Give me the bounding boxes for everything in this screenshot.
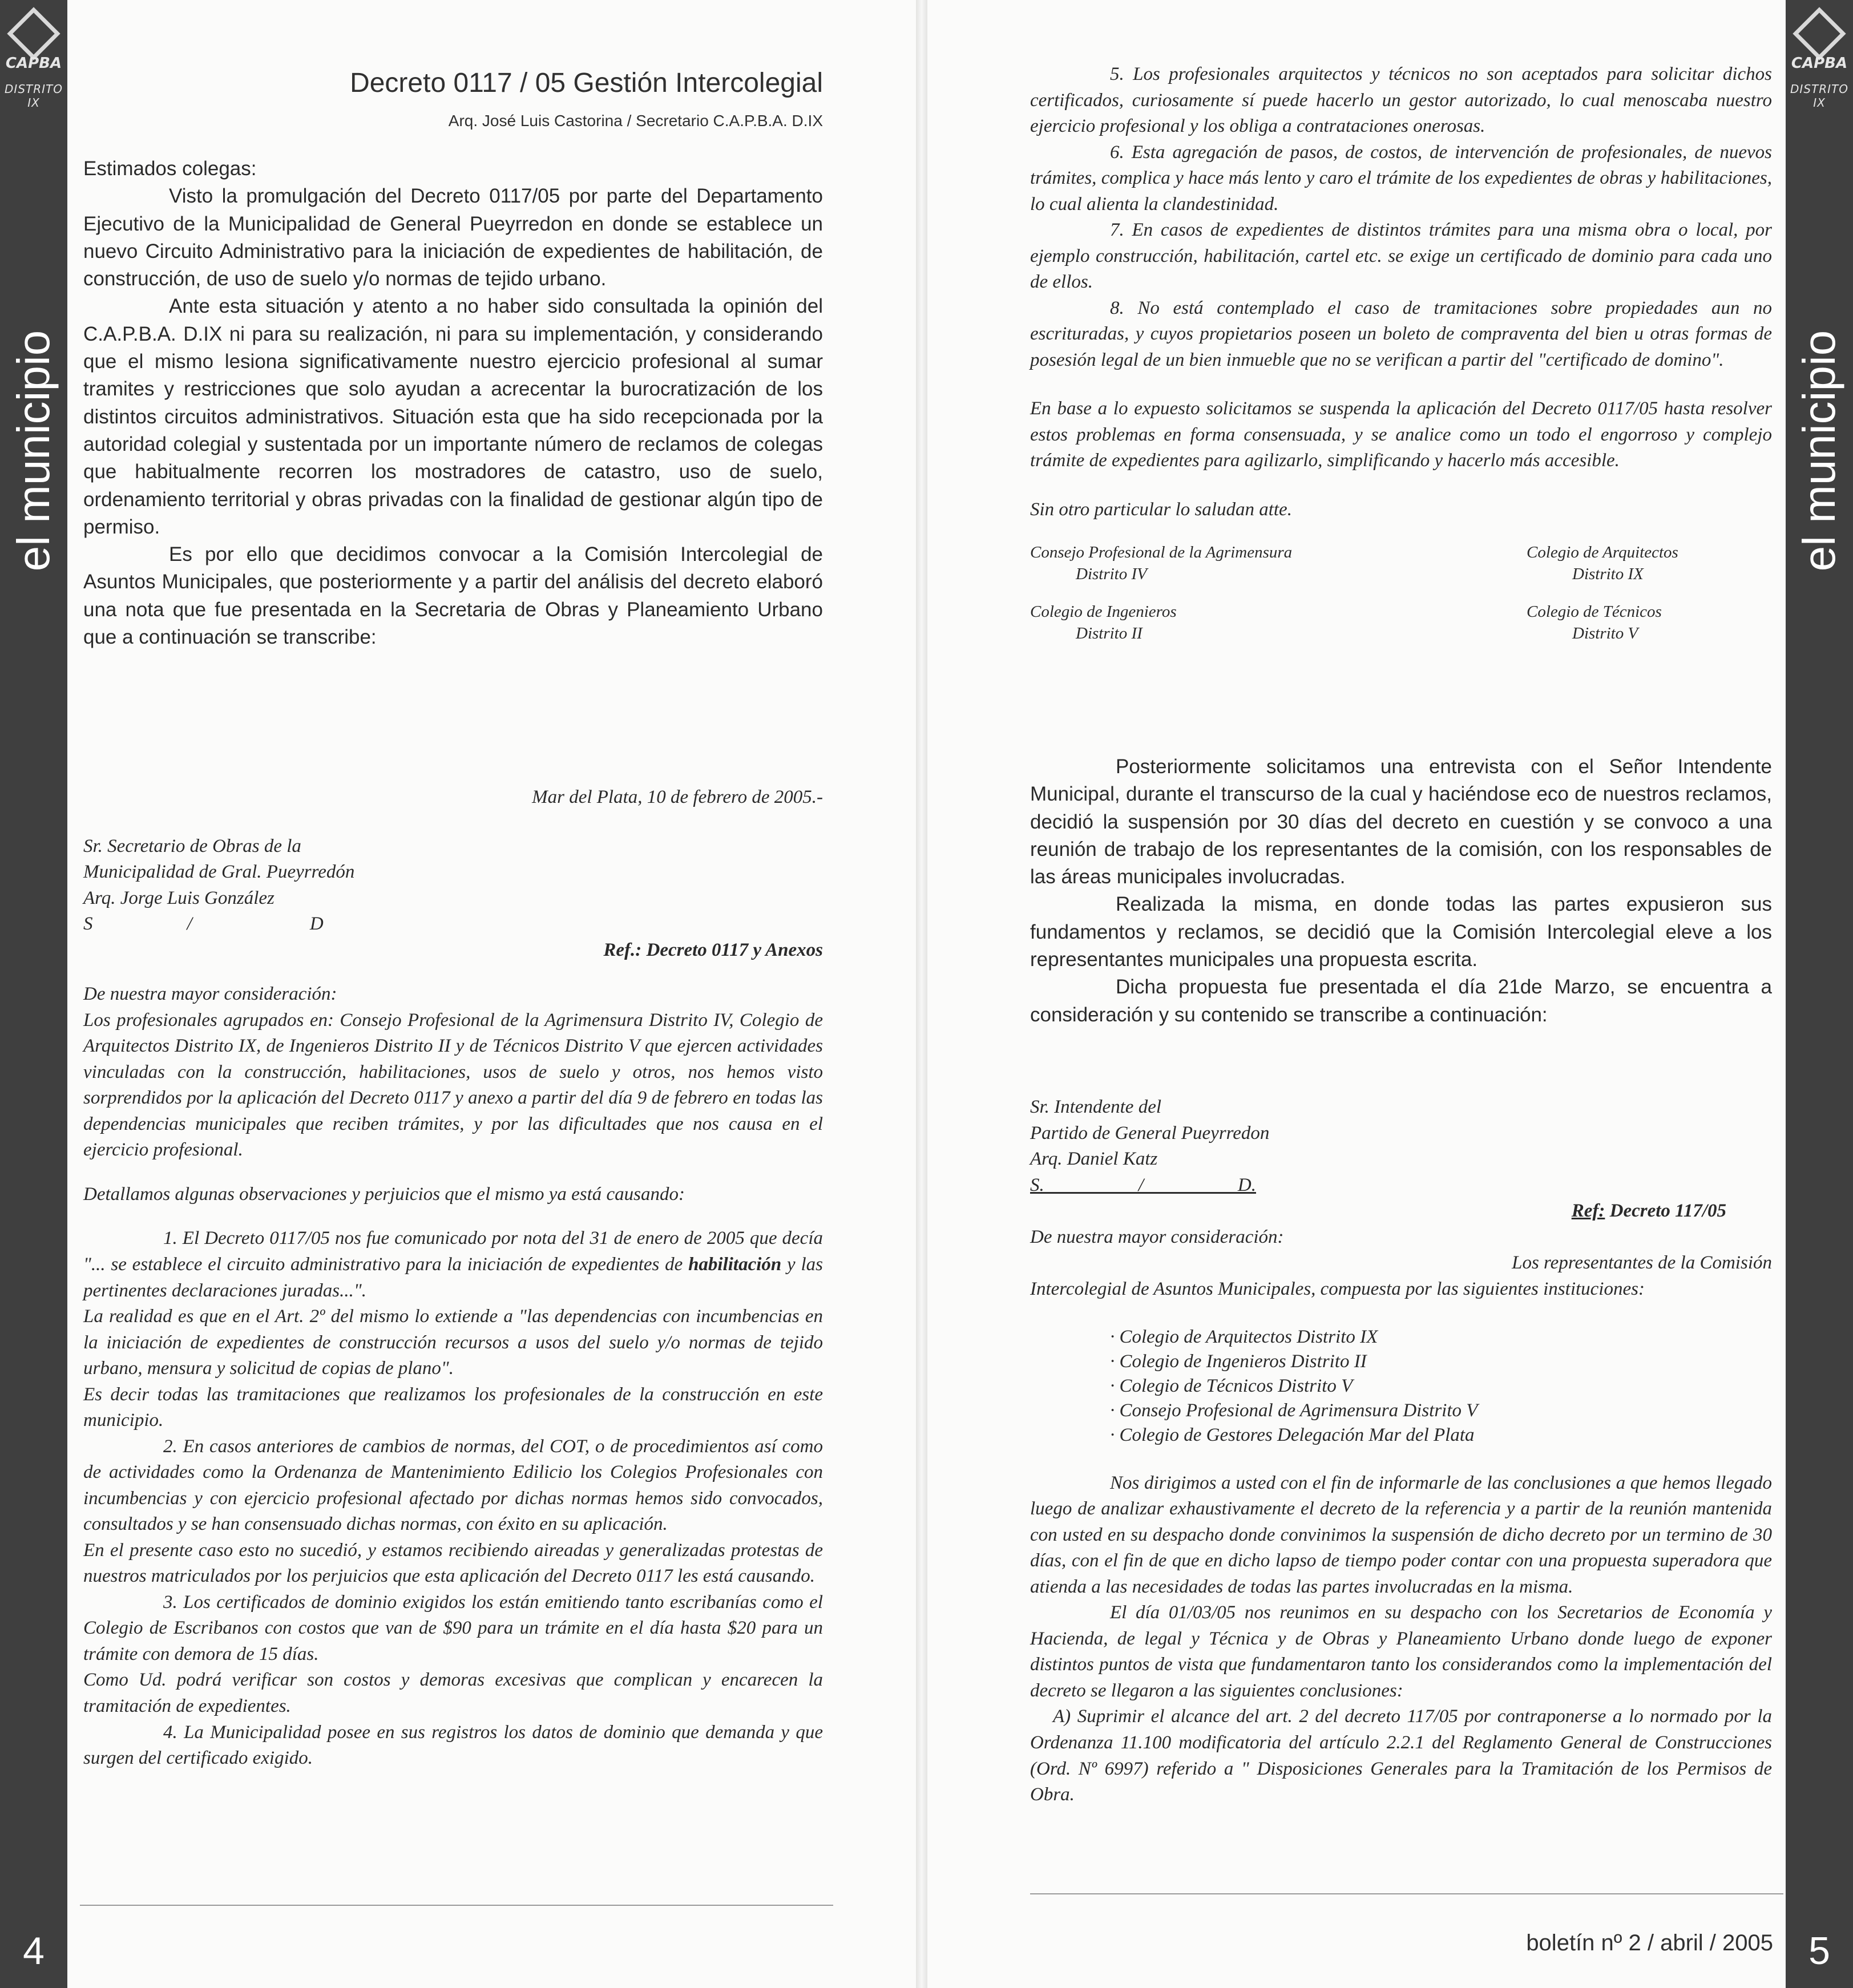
letter-paragraph: El día 01/03/05 nos reunimos en su despacho con los Secretarios de Economía y Hacienda, de legal y Técnica y de Obras y Planeamiento Urbano donde luego de exponer distintos puntos de vista que fundamentaron tanto los considerandos como la implementación del decreto se llegaron a las siguientes conclusiones: (1030, 1602, 1772, 1701)
capba-logo (1786, 15, 1853, 118)
letter-paragraph: Intercolegial de Asuntos Municipales, compuesta por las siguientes instituciones: (1030, 1278, 1645, 1299)
section-label: el municipio (1794, 330, 1844, 572)
addressee-line: Arq. Jorge Luis González (83, 887, 274, 908)
numbered-item: 6. Esta agregación de pasos, de costos, de intervención de profesionales, de nuevos trámites, complica y hace más lento y caro el trámite de los expedientes de obras y habilitaciones, lo cual alienta la clandestinidad. (1030, 142, 1772, 215)
paragraph: Realizada la misma, en donde todas las partes expusieron sus fundamentos y reclamos, se decidió que la Comisión Intercolegial eleve a los representantes municipales una propuesta escrita. (1030, 893, 1772, 971)
institution-list (1030, 1325, 1772, 1447)
article-intro (83, 155, 823, 651)
letter-paragraph: Detallamos algunas observaciones y perjuicios que el mismo ya está causando: (83, 1183, 685, 1205)
list-item: · Colegio de Arquitectos Distrito IX (1110, 1327, 1378, 1348)
footer-rule (80, 1905, 833, 1906)
signature-row (1030, 542, 1772, 585)
letter-closing: En base a lo expuesto solicitamos se suspenda la aplicación del Decreto 0117/05 hasta resolver estos problemas en forma consensuada, y se analice como un todo el engorroso y complejo trámite de expedientes para agilizarlo, simplificando y hacerlo más accesible. (1030, 398, 1772, 471)
logo-subtitle: DISTRITO IX (1790, 82, 1848, 110)
page-number: 4 (23, 1929, 45, 1973)
capba-logo (0, 15, 67, 118)
addressee-line: Municipalidad de Gral. Pueyrredón (83, 862, 355, 883)
numbered-item: 4. La Municipalidad posee en sus registros los datos de dominio que demanda y que surgen del certificado exigido. (83, 1722, 823, 1769)
followup-text (1030, 753, 1772, 1029)
footer-text: boletín nº 2 / abril / 2005 (1526, 1930, 1773, 1955)
paragraph: Posteriormente solicitamos una entrevista con el Señor Intendente Municipal, durante el transcurso de la cual y haciéndose eco de nuestros reclamos, decidió la suspensión por 30 días del decreto en cuestión y se convoco a una reunión de trabajo de los representantes de la comisión, con los responsables de las áreas municipales involucradas. (1030, 755, 1772, 888)
salutation: De nuestra mayor consideración: (83, 984, 337, 1005)
letter-reference: Ref.: Decreto 0117 y Anexos (603, 939, 823, 960)
left-page (0, 0, 916, 1988)
section-label: el municipio (8, 330, 59, 572)
letter-paragraph: Es decir todas las tramitaciones que realizamos los profesionales de la construcción en este municipio. (83, 1384, 823, 1431)
article-author: Arq. José Luis Castorina / Secretario C.A.P.B.A. D.IX (448, 112, 823, 130)
farewell: Sin otro particular lo saludan atte. (1030, 499, 1292, 520)
footer-rule (1030, 1893, 1783, 1894)
sidebar-left (0, 0, 67, 1988)
article-title: Decreto 0117 / 05 Gestión Intercolegial (350, 68, 823, 98)
addressee-line: S. / D. (1030, 1174, 1256, 1195)
page-gutter (916, 0, 927, 1988)
numbered-item: 7. En casos de expedientes de distintos trámites para una misma obra o local, por ejemplo construcción, habilitación, cartel etc. se exige un certificado de dominio para cada uno de ellos. (1030, 220, 1772, 293)
paragraph: Dicha propuesta fue presentada el día 21de Marzo, se encuentra a consideración y su contenido se transcribe a continuación: (1030, 976, 1772, 1026)
list-item: · Consejo Profesional de Agrimensura Distrito V (1110, 1400, 1478, 1421)
numbered-item: 5. Los profesionales arquitectos y técnicos no son aceptados para solicitar dichos certificados, curiosamente sí puede hacerlo un gestor autorizado, lo cual menoscaba nuestro ejercicio profesional y los obliga a contrataciones onerosas. (1030, 64, 1772, 137)
letter-paragraph: En el presente caso esto no sucedió, y estamos recibiendo aireadas y generalizadas protestas de nuestros matriculados por los perjuicios que esta aplicación del Decreto 0117 les está causando. (83, 1540, 823, 1587)
list-item: · Colegio de Gestores Delegación Mar del Plata (1110, 1424, 1475, 1445)
signature: Colegio de Técnicos Distrito V (1527, 603, 1662, 643)
signature: Colegio de Arquitectos Distrito IX (1527, 543, 1678, 583)
page-number: 5 (1808, 1929, 1830, 1973)
logo-mark-icon (1793, 7, 1846, 60)
numbered-item: 1. El Decreto 0117/05 nos fue comunicado por nota del 31 de enero de 2005 que decía "... se establece el circuito administrativo para la iniciación de expedientes de habilitación y las pertinentes declaraciones juradas...". (83, 1228, 823, 1301)
conclusion-item: A) Suprimir el alcance del art. 2 del decreto 117/05 por contraponerse a lo normado por la Ordenanza 11.100 modificatoria del artículo 2.2.1 del Reglamento General de Construcciones (Ord. Nº 6997) referido a " Disposiciones Generales para la Tramitación de los Permisos de Obra. (1030, 1706, 1772, 1805)
letter-paragraph: Los profesionales agrupados en: Consejo Profesional de la Agrimensura Distrito IV, Colegio de Arquitectos Distrito IX, de Ingenieros Distrito II y de Técnicos Distrito V que ejercen actividades vinculadas con la construcción, habilitaciones, usos de suelo y otros, nos hemos visto sorprendidos por la aplicación del Decreto 0117 y anexo a partir del día 9 de febrero en todas las dependencias municipales que reciben trámites, y por las dificultades que nos causa en el ejercicio profesional. (83, 1009, 823, 1161)
addressee-line: Arq. Daniel Katz (1030, 1149, 1158, 1170)
numbered-item: 8. No está contemplado el caso de tramitaciones sobre propiedades aun no escrituradas, y cuyos propietarios poseen un boleto de compraventa del bien u otras formas de posesión legal de un bien inmueble que no se verifican a partir del "certificado de domino". (1030, 297, 1772, 370)
addressee-line: Partido de General Pueyrredon (1030, 1122, 1270, 1143)
signature: Consejo Profesional de la Agrimensura Distrito IV (1030, 543, 1293, 583)
letter-paragraph: Como Ud. podrá verificar son costos y demoras excesivas que complican y encarecen la tramitación de expedientes. (83, 1670, 823, 1716)
letter-two (1030, 1094, 1772, 1808)
numbered-item: 2. En casos anteriores de cambios de normas, del COT, o de procedimientos así como de actividades como la Ordenanza de Mantenimiento Edilicio los Colegios Profesionales con incumbencias y con ejercicio profesional afectado por dichas normas hemos sido convocados, consultados y se han consensuado dichas normas, con éxito en su aplicación. (83, 1436, 823, 1535)
addressee-line: Sr. Secretario de Obras de la (83, 835, 301, 856)
signature: Colegio de Ingenieros Distrito II (1030, 603, 1177, 643)
paragraph: Visto la promulgación del Decreto 0117/05 por parte del Departamento Ejecutivo de la Municipalidad de General Pueyrredon en donde se establece un nuevo Circuito Administrativo para la iniciación de expedientes de habilitación, de construcción, de uso de suelo y/o normas de tejido urbano. (83, 185, 823, 290)
letter-one-continued (1030, 62, 1772, 645)
signature-row (1030, 601, 1772, 645)
sidebar-right (1786, 0, 1853, 1988)
right-page (927, 0, 1853, 1988)
salutation: De nuestra mayor consideración: (1030, 1226, 1284, 1247)
numbered-item: 3. Los certificados de dominio exigidos los están emitiendo tanto escribanías como el Colegio de Escribanos con costos que van de $90 para un trámite en el día hasta $20 para un trámite con demora de 15 días. (83, 1591, 823, 1664)
list-item: · Colegio de Técnicos Distrito V (1110, 1376, 1353, 1397)
letter-reference: Ref: Decreto 117/05 (1571, 1201, 1726, 1222)
paragraph: Ante esta situación y atento a no haber sido consultada la opinión del C.A.P.B.A. D.IX ni para su realización, ni para su implementación, y considerando que el mismo lesiona significativamente nuestro ejercicio profesional al sumar tramites y restricciones que solo ayudan a acrecentar la burocratización de los distintos circuitos administrativos. Situación esta que ha sido recepcionada por la autoridad colegial y sustentada por un importante número de reclamos de colegas que habitualmente recorren los mostradores de catastro, uso de suelo, ordenamiento territorial y obras privadas con la finalidad de gestionar algún tipo de permiso. (83, 295, 823, 538)
logo-text: CAPBA (5, 55, 62, 72)
list-item: · Colegio de Ingenieros Distrito II (1110, 1351, 1367, 1372)
letter-paragraph: Los representantes de la Comisión (1512, 1252, 1772, 1274)
letter-paragraph: Nos dirigimos a usted con el fin de informarle de las conclusiones a que hemos llegado luego de analizar exhaustivamente el decreto de la referencia y a partir de la reunión mantenida con usted en su despacho donde convinimos la suspensión de dicho decreto por un termino de 30 días, con el fin de que en dicho lapso de tiempo poder contar con una propuesta superadora que atienda a las necesidades de todas las partes involucradas en la misma. (1030, 1472, 1772, 1597)
addressee-line: S / D (83, 914, 324, 935)
greeting: Estimados colegas: (83, 157, 257, 180)
logo-text: CAPBA (1791, 55, 1848, 72)
paragraph: Es por ello que decidimos convocar a la Comisión Intercolegial de Asuntos Municipales, que posteriormente y a partir del análisis del decreto elaboró una nota que fue presentada en la Secretaria de Obras y Planeamiento Urbano que a continuación se transcribe: (83, 543, 823, 649)
letter-one (83, 785, 823, 1772)
letter-paragraph: La realidad es que en el Art. 2º del mismo lo extiende a "las dependencias con incumbencias en la iniciación de expedientes de construcción recursos a usos del suelo y/o normas de tejido urbano, mensura y solicitud de copias de plano". (83, 1306, 823, 1379)
logo-subtitle: DISTRITO IX (5, 82, 63, 110)
logo-mark-icon (7, 7, 60, 60)
addressee-line: Sr. Intendente del (1030, 1097, 1162, 1117)
letter-date: Mar del Plata, 10 de febrero de 2005.- (532, 787, 823, 807)
